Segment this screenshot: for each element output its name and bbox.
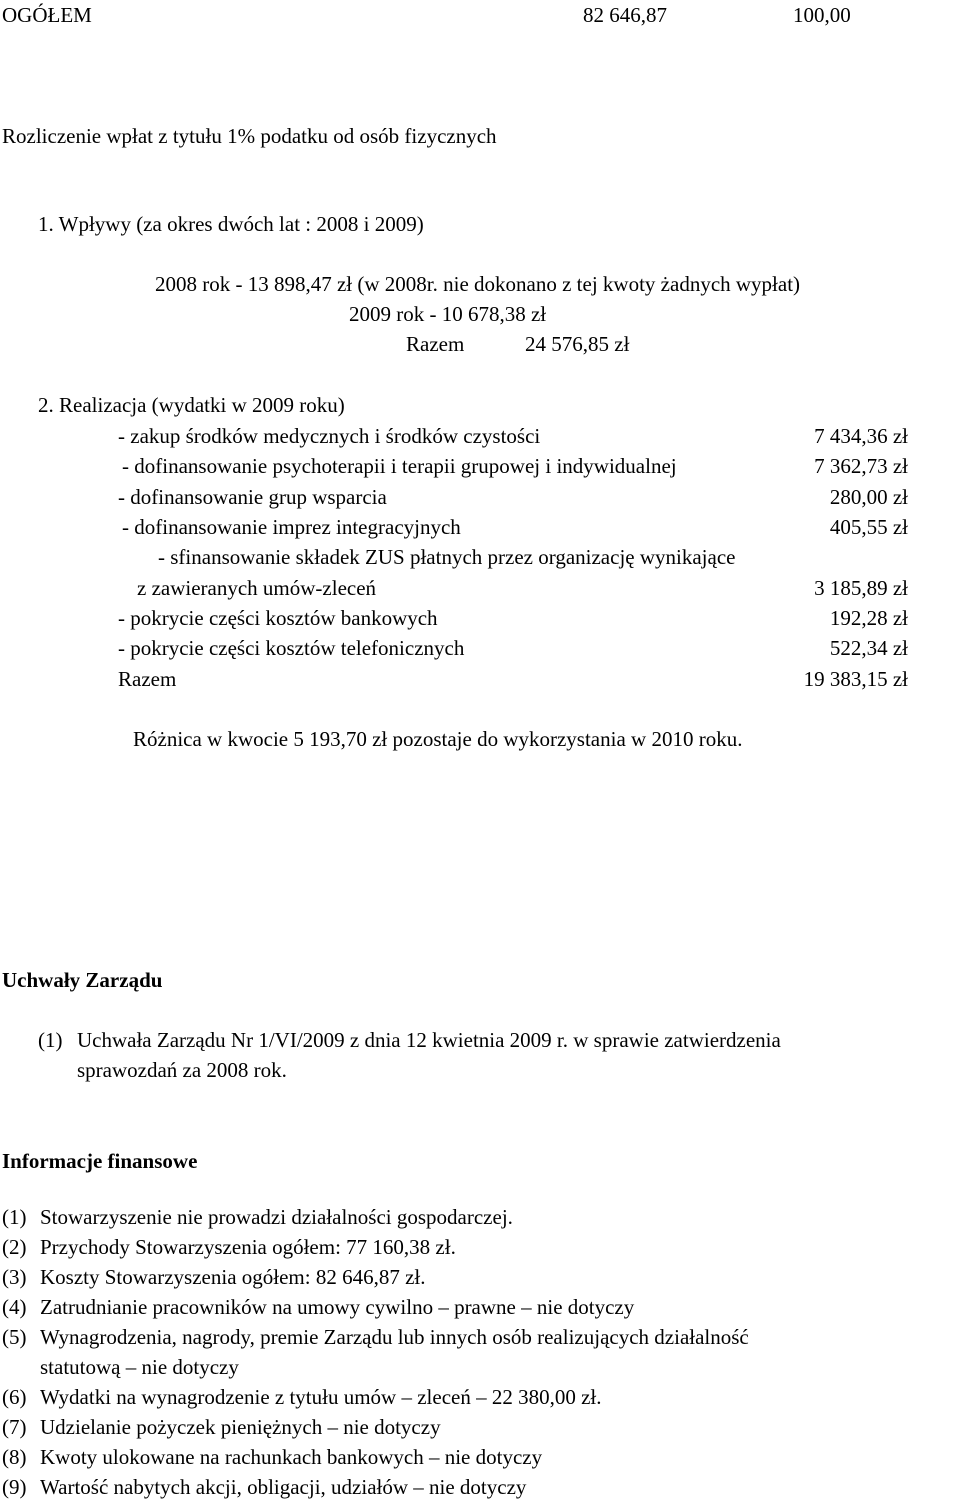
expense-total-row [118, 669, 908, 690]
financial-heading: Informacje finansowe [2, 1149, 198, 1173]
expense-label: - pokrycie części kosztów telefonicznych [118, 636, 465, 660]
section2-heading: 2. Realizacja (wydatki w 2009 roku) [38, 393, 345, 417]
expense-label: - dofinansowanie grup wsparcia [118, 485, 387, 509]
resolution-number: (1) [38, 1028, 63, 1052]
total-percent: 100,00 [793, 3, 851, 27]
financial-item-text: Wynagrodzenia, nagrody, premie Zarządu lub innych osób realizujących działalność [40, 1325, 749, 1349]
expense-label: - pokrycie części kosztów bankowych [118, 606, 438, 630]
financial-item-text: Przychody Stowarzyszenia ogółem: 77 160,38 zł. [40, 1235, 456, 1259]
expense-amount: 280,00 zł [829, 485, 908, 509]
financial-item-number: (1) [2, 1205, 27, 1229]
financial-item-text: Koszty Stowarzyszenia ogółem: 82 646,87 zł. [40, 1265, 426, 1289]
financial-item-text: Zatrudnianie pracowników na umowy cywilno – prawne – nie dotyczy [40, 1295, 635, 1319]
expense-amount: 3 185,89 zł [814, 576, 908, 600]
financial-item-text: Stowarzyszenie nie prowadzi działalności gospodarczej. [40, 1205, 513, 1229]
expense-amount: 192,28 zł [829, 606, 908, 630]
financial-item-text: Udzielanie pożyczek pieniężnych – nie dotyczy [40, 1415, 441, 1439]
total-amount: 82 646,87 [583, 3, 667, 27]
section1-total-label: Razem [406, 332, 465, 356]
expense-label: - dofinansowanie psychoterapii i terapii grupowej i indywidualnej [122, 454, 677, 478]
financial-item-text: Wartość nabytych akcji, obligacji, udziałów – nie dotyczy [40, 1475, 527, 1499]
resolution-text-continued: sprawozdań za 2008 rok. [77, 1058, 287, 1082]
financial-item-number: (3) [2, 1265, 27, 1289]
expense-label: - sfinansowanie składek ZUS płatnych przez organizację wynikające [158, 545, 736, 569]
expense-row [118, 487, 908, 508]
financial-item-text: Wydatki na wynagrodzenie z tytułu umów – zleceń – 22 380,00 zł. [40, 1385, 602, 1409]
expense-row [118, 638, 908, 659]
section1-line-2008: 2008 rok - 13 898,47 zł (w 2008r. nie dokonano z tej kwoty żadnych wypłat) [155, 272, 801, 296]
financial-item-number: (8) [2, 1445, 27, 1469]
financial-item-number: (5) [2, 1325, 27, 1349]
difference-note: Różnica w kwocie 5 193,70 zł pozostaje do wykorzystania w 2010 roku. [133, 727, 743, 751]
expense-total-amount: 19 383,15 zł [803, 667, 908, 691]
section1-line-2009: 2009 rok - 10 678,38 zł [349, 302, 547, 326]
expense-row [158, 547, 908, 568]
financial-item-number: (4) [2, 1295, 27, 1319]
financial-item-text-continued: statutową – nie dotyczy [40, 1355, 239, 1379]
expense-row [118, 608, 908, 629]
expense-row [122, 517, 908, 538]
section1-heading: 1. Wpływy (za okres dwóch lat : 2008 i 2009) [38, 212, 424, 236]
financial-item-number: (6) [2, 1385, 27, 1409]
expense-label: z zawieranych umów-zleceń [137, 576, 377, 600]
expense-amount: 522,34 zł [829, 636, 908, 660]
expense-amount: 7 434,36 zł [814, 424, 908, 448]
expense-label: - zakup środków medycznych i środków czystości [118, 424, 541, 448]
expense-row [122, 456, 908, 477]
financial-item-text: Kwoty ulokowane na rachunkach bankowych – nie dotyczy [40, 1445, 543, 1469]
expense-row [137, 578, 908, 599]
settlement-title: Rozliczenie wpłat z tytułu 1% podatku od osób fizycznych [2, 124, 497, 148]
resolution-text: Uchwała Zarządu Nr 1/VI/2009 z dnia 12 kwietnia 2009 r. w sprawie zatwierdzenia [77, 1028, 781, 1052]
financial-item-number: (2) [2, 1235, 27, 1259]
expense-amount: 405,55 zł [829, 515, 908, 539]
expense-total-label: Razem [118, 667, 177, 691]
resolutions-heading: Uchwały Zarządu [2, 968, 163, 992]
total-label: OGÓŁEM [2, 3, 92, 27]
expense-row [118, 426, 908, 447]
section1-total-value: 24 576,85 zł [525, 332, 630, 356]
financial-item-number: (7) [2, 1415, 27, 1439]
expense-amount: 7 362,73 zł [814, 454, 908, 478]
expense-label: - dofinansowanie imprez integracyjnych [122, 515, 461, 539]
financial-item-number: (9) [2, 1475, 27, 1499]
